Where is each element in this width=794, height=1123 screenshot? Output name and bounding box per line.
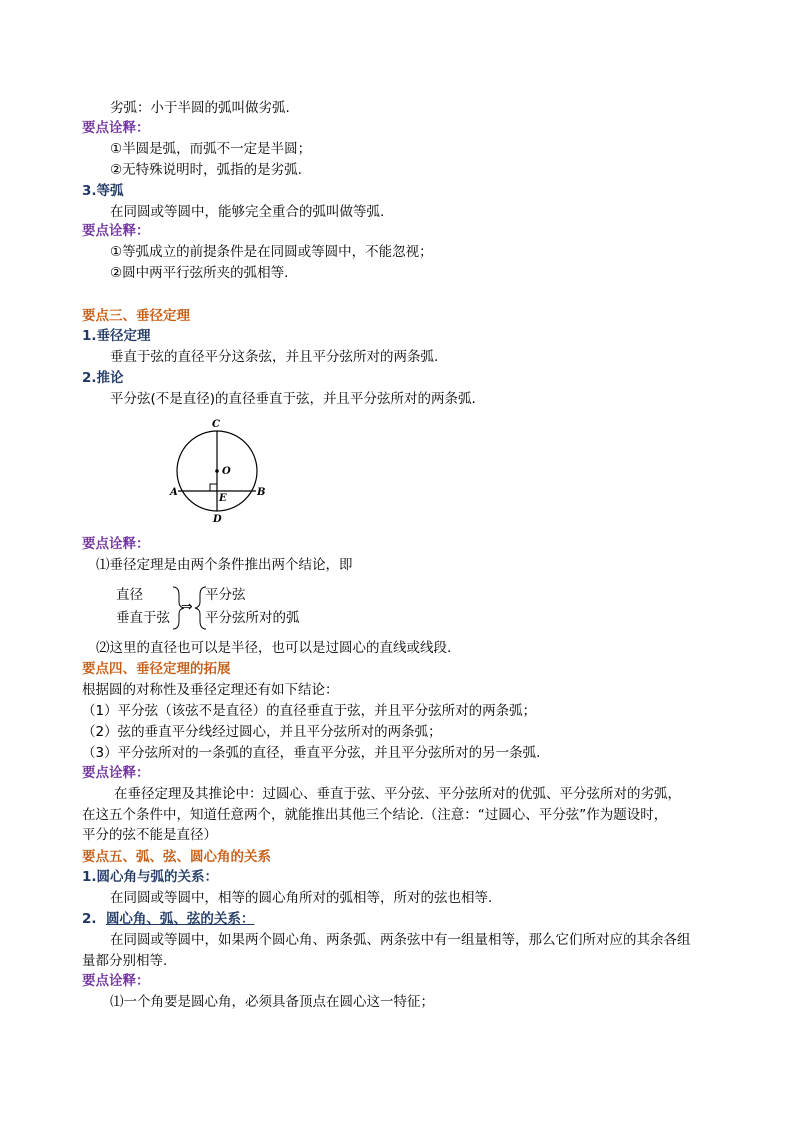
conclusion-item: （1）平分弦（该弦不是直径）的直径垂直于弦，并且平分弦所对的两条弧； (82, 703, 537, 719)
heading-number: 3. (82, 183, 97, 199)
conclusion-item: （3）平分弦所对的一条弧的直径，垂直平分弦，并且平分弦所对的另一条弧. (82, 745, 541, 761)
heading-number: 1. (82, 869, 97, 885)
subsection-heading (82, 369, 124, 387)
result-bisect-arcs: 平分弦所对的弧 (205, 610, 300, 626)
relation-text: 量都分别相等. (82, 953, 168, 969)
label-d: D (213, 514, 222, 525)
note-item: ⑴垂径定理是由两个条件推出两个结论，即 (96, 557, 353, 573)
right-angle-mark (210, 484, 217, 491)
subsection-heading (82, 910, 254, 928)
note-label: 要点诠释： (82, 973, 150, 989)
condition-diameter: 直径 (116, 587, 143, 603)
equal-arc-heading (82, 182, 124, 200)
label-c: C (212, 419, 220, 430)
label-a: A (170, 487, 178, 498)
heading-title: 圆心角、弧、弦的关系： (105, 911, 255, 927)
note-label: 要点诠释： (82, 223, 150, 239)
subsection-heading (82, 327, 151, 345)
note-item: ①半圆是弧，而弧不一定是半圆； (110, 141, 312, 157)
relation-text: 在同圆或等圆中，相等的圆心角所对的弧相等，所对的弦也相等. (110, 890, 493, 906)
label-o: O (222, 466, 231, 477)
result-bisect-chord: 平分弦 (205, 587, 246, 603)
section-title: 要点五、弧、弦、圆心角的关系 (82, 849, 271, 865)
section-title: 要点三、垂径定理 (82, 308, 190, 324)
perpendicular-diameter-figure (160, 410, 280, 530)
center-point (215, 469, 219, 473)
section-intro: 根据圆的对称性及垂径定理还有如下结论： (82, 682, 339, 698)
heading-title: 圆心角与弧的关系： (96, 869, 219, 885)
minor-arc-definition: 劣弧：小于半圆的弧叫做劣弧. (110, 100, 290, 116)
equal-arc-definition: 在同圆或等圆中，能够完全重合的弧叫做等弧. (110, 204, 385, 220)
subsection-heading (82, 868, 218, 886)
theorem-text: 垂直于弦的直径平分这条弦，并且平分弦所对的两条弧. (110, 349, 439, 365)
implies-arrow: ⇒ (181, 599, 193, 615)
heading-number: 2. (82, 911, 97, 927)
note-paragraph-line: 平分的弦不能是直径） (82, 827, 217, 843)
heading-number: 2. (82, 370, 97, 386)
note-label: 要点诠释： (82, 120, 150, 136)
section-title: 要点四、垂径定理的拓展 (82, 661, 231, 677)
condition-perpendicular: 垂直于弦 (116, 610, 170, 626)
note-label: 要点诠释： (82, 536, 150, 552)
heading-title: 推论 (96, 370, 124, 386)
note-paragraph-line: 在这五个条件中，知道任意两个，就能推出其他三个结论.（注意：“过圆心、平分弦”作为题设时， (82, 807, 668, 823)
note-label: 要点诠释： (82, 765, 150, 781)
note-item: ①等弧成立的前提条件是在同圆或等圆中，不能忽视； (110, 244, 433, 260)
relation-text: 在同圆或等圆中，如果两个圆心角、两条弧、两条弦中有一组量相等，那么它们所对应的其余各组 (110, 932, 691, 948)
note-item: ⑵这里的直径也可以是半径，也可以是过圆心的直线或线段. (96, 640, 452, 656)
corollary-text: 平分弦(不是直径)的直径垂直于弦，并且平分弦所对的两条弧. (110, 391, 476, 407)
note-item: ②圆中两平行弦所夹的弧相等. (110, 265, 289, 281)
label-e: E (219, 493, 227, 504)
label-b: B (257, 487, 266, 498)
heading-number: 1. (82, 328, 97, 344)
heading-title: 等弧 (96, 183, 124, 199)
heading-title: 垂径定理 (96, 328, 151, 344)
note-item: ⑴一个角要是圆心角，必须具备顶点在圆心这一特征； (110, 994, 434, 1010)
conclusion-item: （2）弦的垂直平分线经过圆心，并且平分弦所对的两条弧； (82, 724, 442, 740)
note-paragraph-line: 在垂径定理及其推论中：过圆心、垂直于弦、平分弦、平分弦所对的优弧、平分弦所对的劣弧， (114, 786, 681, 802)
note-item: ②无特殊说明时，弧指的是劣弧. (110, 162, 302, 178)
